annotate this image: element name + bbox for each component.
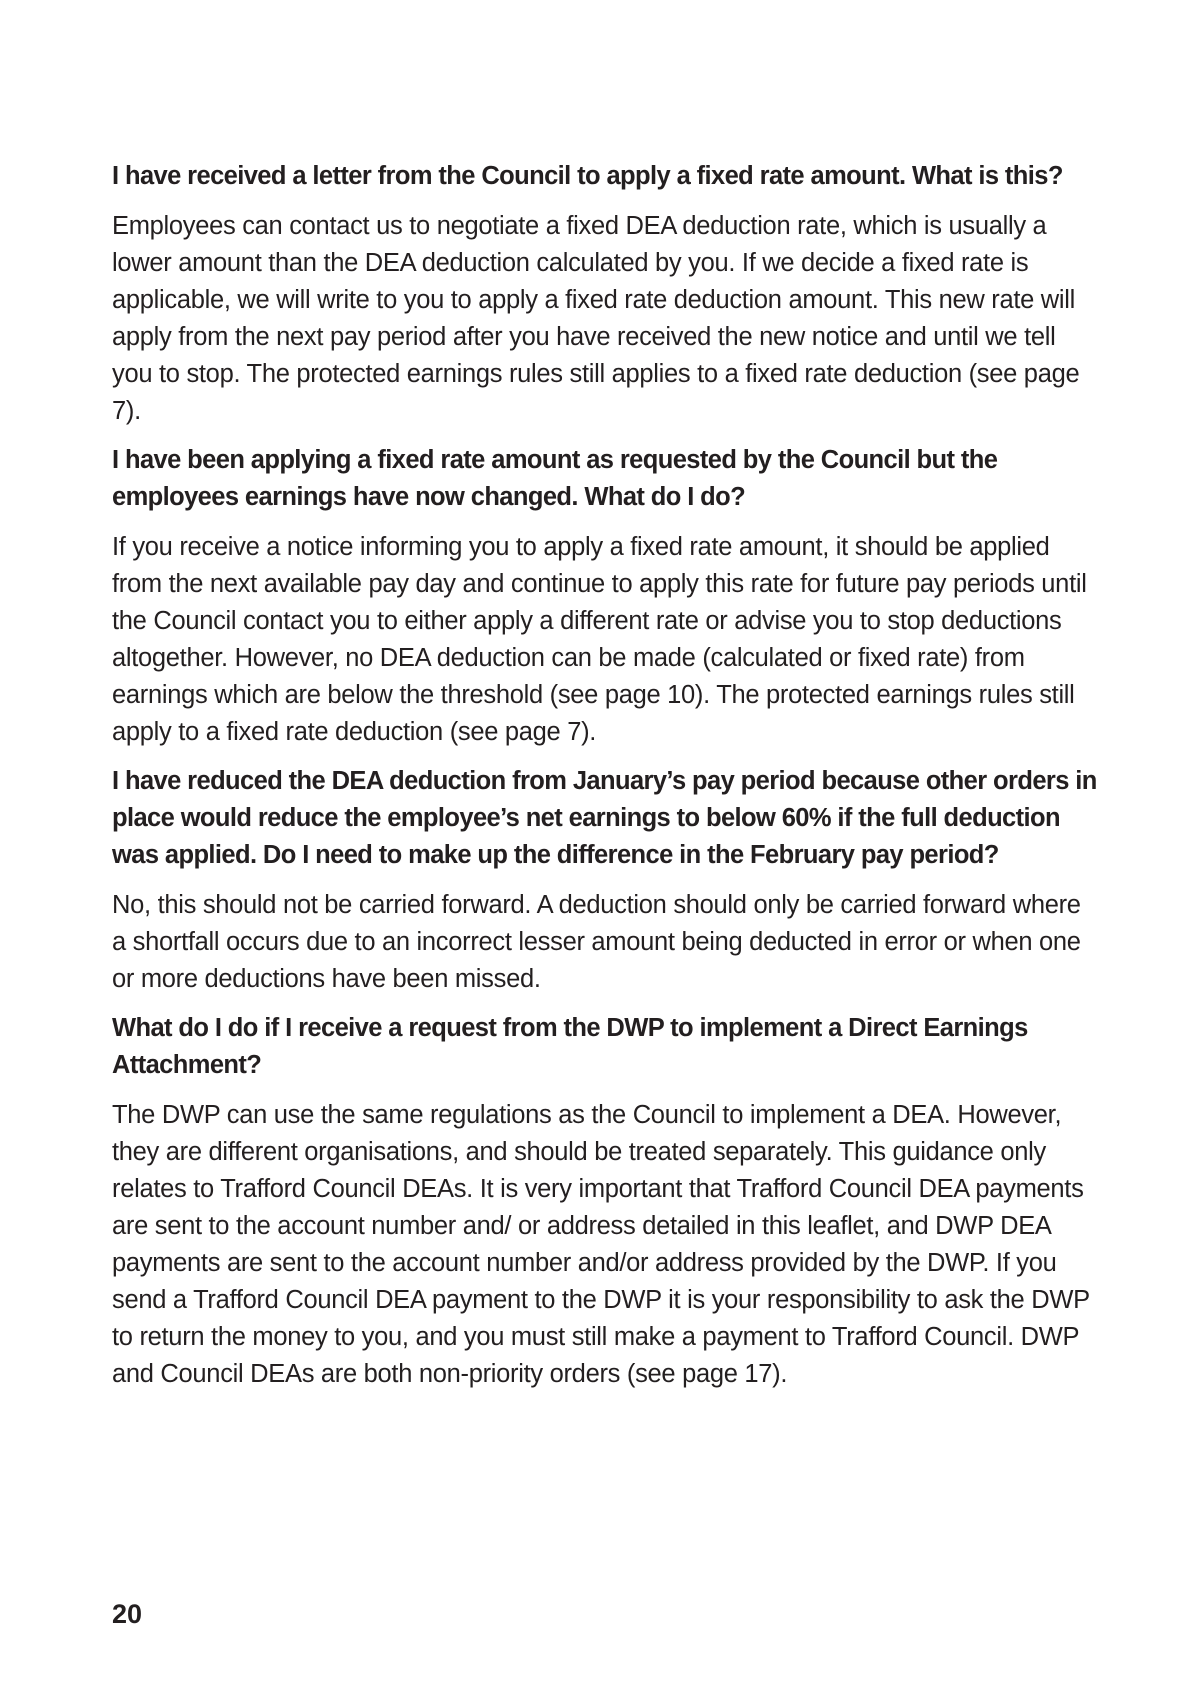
faq-question-earnings-changed: I have been applying a fixed rate amount as requested by the Council but the employees earnings have now changed. What do I do? [112,446,998,511]
faq-page [112,158,1097,1405]
faq-question-reduced-deduction: I have reduced the DEA deduction from January’s pay period because other orders in place would reduce the employee’s net earnings to below 60% if the full deduction was applied. Do I need to make up the difference in the February pay period? [112,767,1097,869]
page-number: 20 [112,1599,143,1629]
faq-question-fixed-rate-letter: I have received a letter from the Council to apply a fixed rate amount. What is this? [112,162,1063,190]
faq-answer-earnings-changed: If you receive a notice informing you to apply a fixed rate amount, it should be applied from the next available pay day and continue to apply this rate for future pay periods until the Council contact you to either apply a different rate or advise you to stop deductions altogether. However, no DEA deduction can be made (calculated or fixed rate) from earnings which are below the threshold (see page 10). The protected earnings rules still apply to a fixed rate deduction (see page 7). [112,533,1087,746]
faq-answer-reduced-deduction: No, this should not be carried forward. A deduction should only be carried forward where a shortfall occurs due to an incorrect lesser amount being deducted in error or when one or more deductions have been missed. [112,891,1081,993]
faq-question-dwp-request: What do I do if I receive a request from the DWP to implement a Direct Earnings Attachment? [112,1014,1028,1079]
faq-answer-fixed-rate-letter: Employees can contact us to negotiate a fixed DEA deduction rate, which is usually a lower amount than the DEA deduction calculated by you. If we decide a fixed rate is applicable, we will write to you to apply a fixed rate deduction amount. This new rate will apply from the next pay period after you have received the new notice and until we tell you to stop. The protected earnings rules still applies to a fixed rate deduction (see page 7). [112,212,1080,425]
faq-answer-dwp-request: The DWP can use the same regulations as the Council to implement a DEA. However, they are different organisations, and should be treated separately. This guidance only relates to Trafford Council DEAs. It is very important that Trafford Council DEA payments are sent to the account number and/ or address detailed in this leaflet, and DWP DEA payments are sent to the account number and/or address provided by the DWP. If you send a Trafford Council DEA payment to the DWP it is your responsibility to ask the DWP to return the money to you, and you must still make a payment to Trafford Council. DWP and Council DEAs are both non-priority orders (see page 17). [112,1101,1090,1388]
